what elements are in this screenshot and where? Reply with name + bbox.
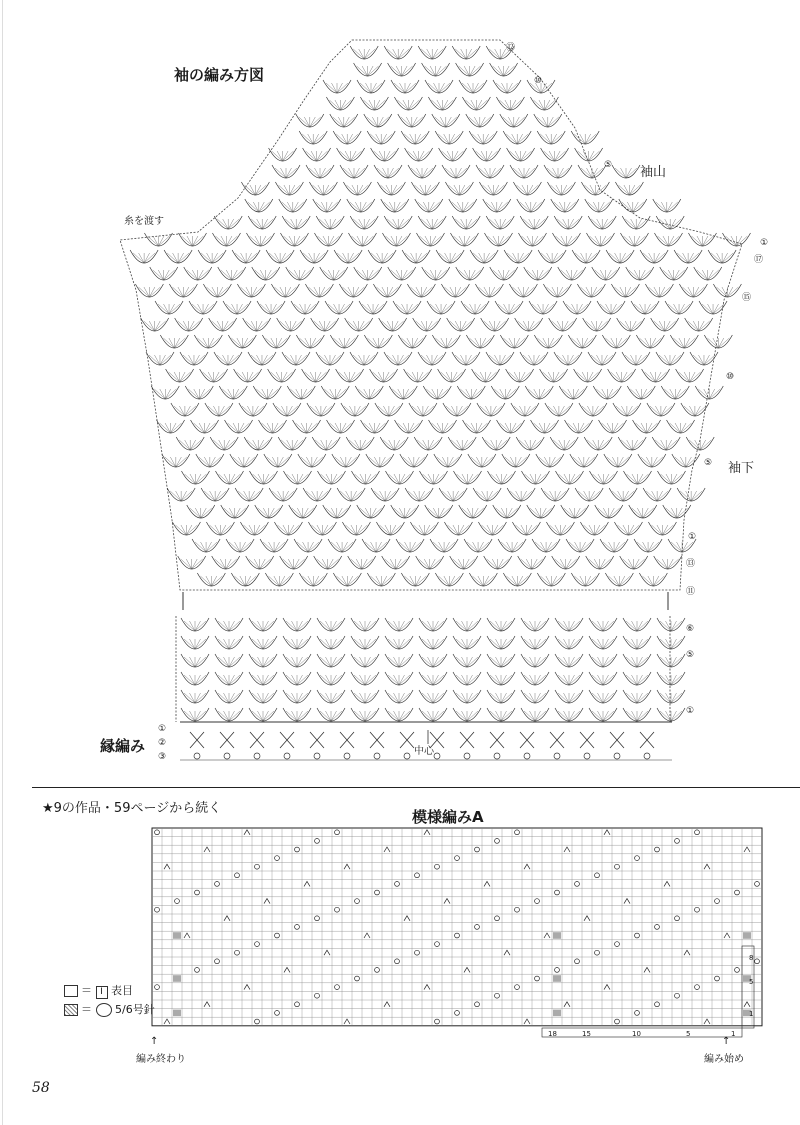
legend-shaded-text: 5/6号針 xyxy=(115,1003,155,1016)
chart-number-strip xyxy=(542,1028,742,1037)
right-marker-10: ⑩ xyxy=(726,372,735,382)
right-marker-b1: ① xyxy=(688,532,697,542)
edge-row-3: ③ xyxy=(158,752,167,762)
sleeve-title: 袖の編み方図 xyxy=(174,66,265,84)
right-marker-a1: ① xyxy=(760,238,769,248)
top-marker-5: ⑤ xyxy=(604,160,613,170)
shaded-cell xyxy=(743,932,751,939)
continuation-note: ★9の作品・59ページから続く xyxy=(42,801,222,816)
col-number-10: 10 xyxy=(632,1030,641,1038)
right-marker-11: ⑪ xyxy=(686,587,696,597)
start-label: 編み始め xyxy=(704,1054,744,1065)
col-number-1: 1 xyxy=(731,1030,736,1038)
top-marker-10: ⑩ xyxy=(534,76,543,86)
ito-wo-watasu-label: 糸を渡す xyxy=(124,216,164,227)
right-marker-13: ⑬ xyxy=(686,559,696,569)
legend-shaded-eq: ＝ xyxy=(81,1003,92,1016)
right-marker-6: ⑥ xyxy=(686,624,695,634)
row-number-5: 5 xyxy=(749,978,754,986)
shaded-cell xyxy=(173,932,181,939)
chart-frame xyxy=(152,828,762,1026)
shaded-cell xyxy=(553,932,561,939)
edge-title: 縁編み xyxy=(100,737,146,755)
end-arrow: ↑ xyxy=(150,1036,159,1047)
right-marker-17: ⑰ xyxy=(754,255,764,265)
end-label: 編み終わり xyxy=(136,1054,186,1065)
start-arrow: ↑ xyxy=(722,1036,731,1047)
legend-blank-eq: ＝ xyxy=(81,984,92,997)
right-marker-5b: ⑤ xyxy=(686,650,695,660)
legend-shaded-row xyxy=(64,1001,155,1017)
legend-blank-row xyxy=(64,982,133,999)
legend-blank-symbol: I xyxy=(96,986,108,999)
center-label: 中心 xyxy=(414,746,434,757)
right-marker-5: ⑤ xyxy=(704,458,713,468)
legend-blank-swatch xyxy=(64,985,78,997)
page-number: 58 xyxy=(32,1080,50,1096)
shaded-cell xyxy=(553,1010,561,1017)
col-number-5: 5 xyxy=(686,1030,691,1038)
sodeyama-label: 袖山 xyxy=(640,165,667,180)
shaded-cell xyxy=(173,975,181,982)
right-marker-c1: ① xyxy=(686,706,695,716)
row-number-1: 1 xyxy=(749,1010,754,1018)
legend-shaded-swatch xyxy=(64,1004,78,1016)
shaded-cell xyxy=(553,975,561,982)
legend-blank-text: 表目 xyxy=(111,984,133,997)
shaded-cell xyxy=(173,1010,181,1017)
col-number-18: 18 xyxy=(548,1030,557,1038)
right-marker-15: ⑮ xyxy=(742,293,752,303)
edge-row-2: ② xyxy=(158,738,167,748)
chart-title: 模様編みA xyxy=(412,808,484,826)
col-number-15: 15 xyxy=(582,1030,591,1038)
top-marker-12: ⑫ xyxy=(506,43,516,53)
sodeshita-label: 袖下 xyxy=(728,461,755,476)
needle-icon xyxy=(96,1003,112,1017)
edge-row-1: ① xyxy=(158,724,167,734)
row-number-8: 8 xyxy=(749,954,754,962)
